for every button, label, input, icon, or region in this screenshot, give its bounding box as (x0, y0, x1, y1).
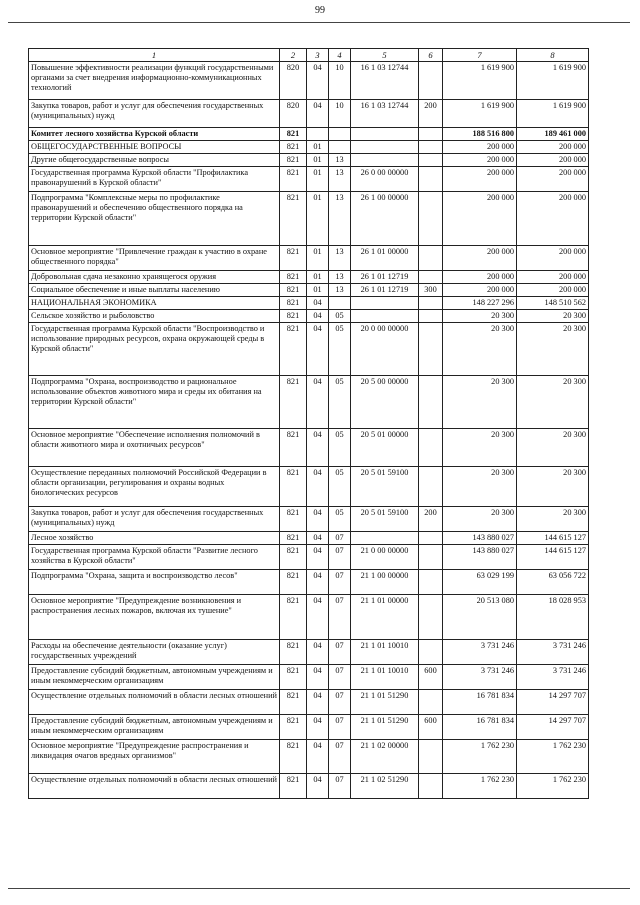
row-amount-year1-cell: 20 300 (443, 375, 517, 428)
row-amount-year1-cell: 1 762 230 (443, 739, 517, 773)
row-amount-year2-cell: 200 000 (517, 271, 589, 284)
row-expense-type-cell (419, 154, 443, 167)
row-expense-type-cell (419, 531, 443, 544)
row-target-article-cell: 21 1 02 00000 (351, 739, 419, 773)
table-row (29, 569, 589, 594)
row-amount-year1-cell: 1 619 900 (443, 100, 517, 128)
row-amount-year1-cell: 200 000 (443, 154, 517, 167)
row-expense-type-cell (419, 309, 443, 322)
table-row (29, 271, 589, 284)
row-amount-year1-cell: 20 300 (443, 322, 517, 375)
table-row (29, 466, 589, 506)
row-amount-year2-cell: 3 731 246 (517, 664, 589, 689)
row-name-cell: Социальное обеспечение и иные выплаты населению (29, 284, 280, 297)
row-amount-year1-cell: 188 516 800 (443, 128, 517, 141)
row-subsection-code-cell: 07 (329, 664, 351, 689)
table-row (29, 714, 589, 739)
table-row (29, 544, 589, 569)
row-amount-year1-cell: 200 000 (443, 141, 517, 154)
row-target-article-cell (351, 531, 419, 544)
row-ministry-code-cell: 821 (280, 141, 307, 154)
row-amount-year2-cell: 20 300 (517, 322, 589, 375)
row-name-cell: Расходы на обеспечение деятельности (оказание услуг) государственных учреждений (29, 639, 280, 664)
row-amount-year1-cell: 63 029 199 (443, 569, 517, 594)
table-row (29, 639, 589, 664)
row-expense-type-cell: 600 (419, 714, 443, 739)
row-target-article-cell: 21 1 01 51290 (351, 714, 419, 739)
row-ministry-code-cell: 821 (280, 296, 307, 309)
row-amount-year1-cell: 20 513 080 (443, 594, 517, 639)
row-expense-type-cell (419, 246, 443, 271)
row-section-code-cell: 01 (307, 154, 329, 167)
row-ministry-code-cell: 821 (280, 639, 307, 664)
row-expense-type-cell (419, 192, 443, 246)
row-target-article-cell: 26 1 01 00000 (351, 246, 419, 271)
row-expense-type-cell: 200 (419, 506, 443, 531)
column-header: 2 (280, 49, 307, 62)
row-section-code-cell: 04 (307, 689, 329, 714)
row-target-article-cell: 26 1 00 00000 (351, 192, 419, 246)
row-name-cell: Основное мероприятие "Обеспечение исполнения полномочий в области животного мира и охотничьих ресурсов" (29, 428, 280, 466)
row-ministry-code-cell: 821 (280, 167, 307, 192)
table-row (29, 296, 589, 309)
row-amount-year2-cell: 20 300 (517, 309, 589, 322)
row-subsection-code-cell: 07 (329, 594, 351, 639)
row-target-article-cell (351, 128, 419, 141)
row-expense-type-cell (419, 639, 443, 664)
row-section-code-cell: 01 (307, 246, 329, 271)
header-row (29, 49, 589, 62)
row-amount-year1-cell: 20 300 (443, 309, 517, 322)
row-section-code-cell: 01 (307, 167, 329, 192)
table-body (29, 62, 589, 799)
table-row (29, 506, 589, 531)
row-subsection-code-cell: 07 (329, 714, 351, 739)
row-amount-year2-cell: 148 510 562 (517, 296, 589, 309)
row-section-code-cell: 04 (307, 531, 329, 544)
row-amount-year1-cell: 3 731 246 (443, 664, 517, 689)
table-row (29, 322, 589, 375)
row-amount-year2-cell: 200 000 (517, 246, 589, 271)
table-row (29, 428, 589, 466)
row-ministry-code-cell: 821 (280, 466, 307, 506)
row-subsection-code-cell: 13 (329, 284, 351, 297)
row-ministry-code-cell: 821 (280, 375, 307, 428)
row-amount-year1-cell: 200 000 (443, 271, 517, 284)
row-section-code-cell: 04 (307, 739, 329, 773)
row-expense-type-cell (419, 466, 443, 506)
row-amount-year2-cell: 200 000 (517, 141, 589, 154)
row-name-cell: Основное мероприятие "Привлечение граждан к участию в охране общественного порядка" (29, 246, 280, 271)
row-ministry-code-cell: 821 (280, 154, 307, 167)
column-header: 8 (517, 49, 589, 62)
row-subsection-code-cell: 13 (329, 271, 351, 284)
row-name-cell: Сельское хозяйство и рыболовство (29, 309, 280, 322)
row-expense-type-cell (419, 128, 443, 141)
row-subsection-code-cell: 07 (329, 639, 351, 664)
row-section-code-cell: 04 (307, 714, 329, 739)
table-row (29, 739, 589, 773)
row-name-cell: Закупка товаров, работ и услуг для обеспечения государственных (муниципальных) нужд (29, 506, 280, 531)
row-amount-year1-cell: 200 000 (443, 284, 517, 297)
table-row (29, 531, 589, 544)
row-subsection-code-cell: 05 (329, 428, 351, 466)
row-section-code-cell: 04 (307, 506, 329, 531)
row-ministry-code-cell: 821 (280, 544, 307, 569)
row-name-cell: Основное мероприятие "Предупреждение возникновения и распространения лесных пожаров, включая их тушение" (29, 594, 280, 639)
table-row (29, 594, 589, 639)
budget-table (28, 48, 589, 799)
row-target-article-cell: 21 1 01 00000 (351, 594, 419, 639)
row-ministry-code-cell: 821 (280, 664, 307, 689)
row-amount-year2-cell: 1 619 900 (517, 62, 589, 100)
row-amount-year2-cell: 20 300 (517, 428, 589, 466)
row-target-article-cell: 26 0 00 00000 (351, 167, 419, 192)
row-section-code-cell: 04 (307, 664, 329, 689)
column-header: 4 (329, 49, 351, 62)
table-row (29, 192, 589, 246)
row-amount-year2-cell: 1 619 900 (517, 100, 589, 128)
row-ministry-code-cell: 821 (280, 714, 307, 739)
row-target-article-cell: 20 5 01 59100 (351, 466, 419, 506)
row-subsection-code-cell (329, 141, 351, 154)
row-target-article-cell: 16 1 03 12744 (351, 62, 419, 100)
table-row (29, 309, 589, 322)
column-header: 3 (307, 49, 329, 62)
row-amount-year1-cell: 16 781 834 (443, 689, 517, 714)
row-subsection-code-cell: 05 (329, 309, 351, 322)
table-row (29, 246, 589, 271)
row-section-code-cell: 04 (307, 309, 329, 322)
row-name-cell: Осуществление отдельных полномочий в области лесных отношений (29, 689, 280, 714)
row-ministry-code-cell: 821 (280, 739, 307, 773)
row-section-code-cell: 04 (307, 428, 329, 466)
row-amount-year2-cell: 18 028 953 (517, 594, 589, 639)
row-amount-year1-cell: 148 227 296 (443, 296, 517, 309)
row-subsection-code-cell: 05 (329, 375, 351, 428)
row-name-cell: Основное мероприятие "Предупреждение распространения и ликвидация очагов вредных организмов" (29, 739, 280, 773)
row-target-article-cell: 21 0 00 00000 (351, 544, 419, 569)
row-subsection-code-cell: 13 (329, 246, 351, 271)
row-target-article-cell: 26 1 01 12719 (351, 284, 419, 297)
row-amount-year1-cell: 16 781 834 (443, 714, 517, 739)
row-section-code-cell: 04 (307, 544, 329, 569)
row-name-cell: Осуществление отдельных полномочий в области лесных отношений (29, 773, 280, 798)
row-name-cell: Другие общегосударственные вопросы (29, 154, 280, 167)
row-expense-type-cell (419, 594, 443, 639)
row-name-cell: НАЦИОНАЛЬНАЯ ЭКОНОМИКА (29, 296, 280, 309)
row-expense-type-cell (419, 167, 443, 192)
row-ministry-code-cell: 821 (280, 246, 307, 271)
row-subsection-code-cell: 05 (329, 506, 351, 531)
row-expense-type-cell (419, 739, 443, 773)
table-row (29, 154, 589, 167)
row-ministry-code-cell: 821 (280, 284, 307, 297)
row-amount-year1-cell: 200 000 (443, 167, 517, 192)
row-subsection-code-cell: 07 (329, 544, 351, 569)
row-ministry-code-cell: 821 (280, 594, 307, 639)
row-name-cell: Подпрограмма "Охрана, защита и воспроизводство лесов" (29, 569, 280, 594)
row-subsection-code-cell: 13 (329, 192, 351, 246)
table-row (29, 664, 589, 689)
row-target-article-cell: 20 5 00 00000 (351, 375, 419, 428)
row-expense-type-cell (419, 773, 443, 798)
row-ministry-code-cell: 820 (280, 100, 307, 128)
row-amount-year1-cell: 143 880 027 (443, 544, 517, 569)
row-name-cell: Добровольная сдача незаконно хранящегося оружия (29, 271, 280, 284)
row-expense-type-cell (419, 375, 443, 428)
row-amount-year2-cell: 14 297 707 (517, 714, 589, 739)
row-section-code-cell: 04 (307, 375, 329, 428)
table-row (29, 62, 589, 100)
row-section-code-cell: 01 (307, 192, 329, 246)
row-name-cell: Подпрограмма "Охрана, воспроизводство и рациональное использование объектов животного мира и среды их обитания на территории Курской области" (29, 375, 280, 428)
row-amount-year1-cell: 3 731 246 (443, 639, 517, 664)
row-section-code-cell (307, 128, 329, 141)
row-section-code-cell: 01 (307, 141, 329, 154)
row-section-code-cell: 04 (307, 594, 329, 639)
row-amount-year2-cell: 20 300 (517, 506, 589, 531)
row-amount-year2-cell: 63 056 722 (517, 569, 589, 594)
row-section-code-cell: 01 (307, 284, 329, 297)
row-amount-year2-cell: 200 000 (517, 192, 589, 246)
row-ministry-code-cell: 821 (280, 689, 307, 714)
row-amount-year2-cell: 144 615 127 (517, 531, 589, 544)
row-ministry-code-cell: 821 (280, 309, 307, 322)
row-amount-year1-cell: 200 000 (443, 192, 517, 246)
row-name-cell: Осуществление переданных полномочий Российской Федерации в области организации, регулирования и охраны водных биологических ресурсов (29, 466, 280, 506)
row-expense-type-cell: 600 (419, 664, 443, 689)
row-target-article-cell (351, 154, 419, 167)
row-target-article-cell: 21 1 01 10010 (351, 639, 419, 664)
row-subsection-code-cell: 07 (329, 569, 351, 594)
row-amount-year1-cell: 143 880 027 (443, 531, 517, 544)
table-row (29, 689, 589, 714)
row-section-code-cell: 04 (307, 569, 329, 594)
row-amount-year1-cell: 200 000 (443, 246, 517, 271)
table-row (29, 100, 589, 128)
row-subsection-code-cell: 05 (329, 322, 351, 375)
row-target-article-cell: 20 5 01 59100 (351, 506, 419, 531)
row-section-code-cell: 04 (307, 466, 329, 506)
row-name-cell: Предоставление субсидий бюджетным, автономным учреждениям и иным некоммерческим организациям (29, 664, 280, 689)
column-header: 5 (351, 49, 419, 62)
row-expense-type-cell (419, 271, 443, 284)
row-expense-type-cell (419, 141, 443, 154)
row-name-cell: Повышение эффективности реализации функций государственными органами за счет внедрения информационно-коммуникационных технологий (29, 62, 280, 100)
row-target-article-cell (351, 309, 419, 322)
row-subsection-code-cell: 07 (329, 773, 351, 798)
column-header: 1 (29, 49, 280, 62)
column-header: 6 (419, 49, 443, 62)
row-target-article-cell: 21 1 01 51290 (351, 689, 419, 714)
table-row (29, 773, 589, 798)
row-expense-type-cell (419, 544, 443, 569)
row-section-code-cell: 04 (307, 773, 329, 798)
row-subsection-code-cell: 10 (329, 62, 351, 100)
row-amount-year1-cell: 20 300 (443, 428, 517, 466)
row-expense-type-cell: 300 (419, 284, 443, 297)
row-expense-type-cell (419, 322, 443, 375)
row-expense-type-cell (419, 62, 443, 100)
row-expense-type-cell: 200 (419, 100, 443, 128)
row-name-cell: Закупка товаров, работ и услуг для обеспечения государственных (муниципальных) нужд (29, 100, 280, 128)
row-target-article-cell: 21 1 00 00000 (351, 569, 419, 594)
row-name-cell: Лесное хозяйство (29, 531, 280, 544)
row-amount-year2-cell: 14 297 707 (517, 689, 589, 714)
top-rule (8, 22, 630, 23)
row-ministry-code-cell: 821 (280, 773, 307, 798)
row-section-code-cell: 04 (307, 100, 329, 128)
row-ministry-code-cell: 821 (280, 531, 307, 544)
row-amount-year2-cell: 20 300 (517, 466, 589, 506)
row-section-code-cell: 04 (307, 62, 329, 100)
row-subsection-code-cell: 05 (329, 466, 351, 506)
row-target-article-cell: 26 1 01 12719 (351, 271, 419, 284)
row-subsection-code-cell: 07 (329, 689, 351, 714)
row-section-code-cell: 04 (307, 296, 329, 309)
row-target-article-cell: 21 1 02 51290 (351, 773, 419, 798)
row-amount-year2-cell: 1 762 230 (517, 773, 589, 798)
row-amount-year2-cell: 1 762 230 (517, 739, 589, 773)
row-subsection-code-cell: 13 (329, 167, 351, 192)
row-amount-year2-cell: 144 615 127 (517, 544, 589, 569)
row-target-article-cell (351, 296, 419, 309)
row-subsection-code-cell (329, 128, 351, 141)
row-name-cell: Государственная программа Курской области "Воспроизводство и использование природных ресурсов, охрана окружающей среды в Курской области" (29, 322, 280, 375)
row-ministry-code-cell: 821 (280, 322, 307, 375)
row-section-code-cell: 01 (307, 271, 329, 284)
row-name-cell: Подпрограмма "Комплексные меры по профилактике правонарушений и обеспечению общественного порядка на территории Курской области" (29, 192, 280, 246)
row-name-cell: Государственная программа Курской области "Развитие лесного хозяйства в Курской области" (29, 544, 280, 569)
row-target-article-cell: 20 0 00 00000 (351, 322, 419, 375)
row-amount-year1-cell: 1 619 900 (443, 62, 517, 100)
row-expense-type-cell (419, 569, 443, 594)
row-name-cell: Государственная программа Курской области "Профилактика правонарушений в Курской области" (29, 167, 280, 192)
row-amount-year2-cell: 20 300 (517, 375, 589, 428)
row-expense-type-cell (419, 296, 443, 309)
table-row (29, 167, 589, 192)
row-name-cell: Предоставление субсидий бюджетным, автономным учреждениям и иным некоммерческим организациям (29, 714, 280, 739)
row-ministry-code-cell: 821 (280, 192, 307, 246)
row-expense-type-cell (419, 689, 443, 714)
row-target-article-cell: 21 1 01 10010 (351, 664, 419, 689)
table-row (29, 284, 589, 297)
row-amount-year2-cell: 3 731 246 (517, 639, 589, 664)
row-target-article-cell: 20 5 01 00000 (351, 428, 419, 466)
row-amount-year1-cell: 20 300 (443, 466, 517, 506)
row-ministry-code-cell: 821 (280, 271, 307, 284)
row-section-code-cell: 04 (307, 322, 329, 375)
row-ministry-code-cell: 821 (280, 128, 307, 141)
row-amount-year2-cell: 189 461 000 (517, 128, 589, 141)
row-ministry-code-cell: 821 (280, 569, 307, 594)
row-subsection-code-cell: 13 (329, 154, 351, 167)
table-row (29, 141, 589, 154)
row-subsection-code-cell: 07 (329, 739, 351, 773)
table-row (29, 375, 589, 428)
row-target-article-cell: 16 1 03 12744 (351, 100, 419, 128)
row-amount-year1-cell: 20 300 (443, 506, 517, 531)
row-amount-year2-cell: 200 000 (517, 284, 589, 297)
row-subsection-code-cell: 10 (329, 100, 351, 128)
row-amount-year1-cell: 1 762 230 (443, 773, 517, 798)
row-name-cell: Комитет лесного хозяйства Курской области (29, 128, 280, 141)
row-ministry-code-cell: 820 (280, 62, 307, 100)
row-section-code-cell: 04 (307, 639, 329, 664)
row-ministry-code-cell: 821 (280, 428, 307, 466)
row-subsection-code-cell (329, 296, 351, 309)
page-number: 99 (315, 5, 325, 16)
row-amount-year2-cell: 200 000 (517, 154, 589, 167)
column-header: 7 (443, 49, 517, 62)
row-expense-type-cell (419, 428, 443, 466)
row-name-cell: ОБЩЕГОСУДАРСТВЕННЫЕ ВОПРОСЫ (29, 141, 280, 154)
table-row (29, 128, 589, 141)
row-target-article-cell (351, 141, 419, 154)
row-subsection-code-cell: 07 (329, 531, 351, 544)
row-amount-year2-cell: 200 000 (517, 167, 589, 192)
row-ministry-code-cell: 821 (280, 506, 307, 531)
bottom-rule (8, 888, 630, 889)
